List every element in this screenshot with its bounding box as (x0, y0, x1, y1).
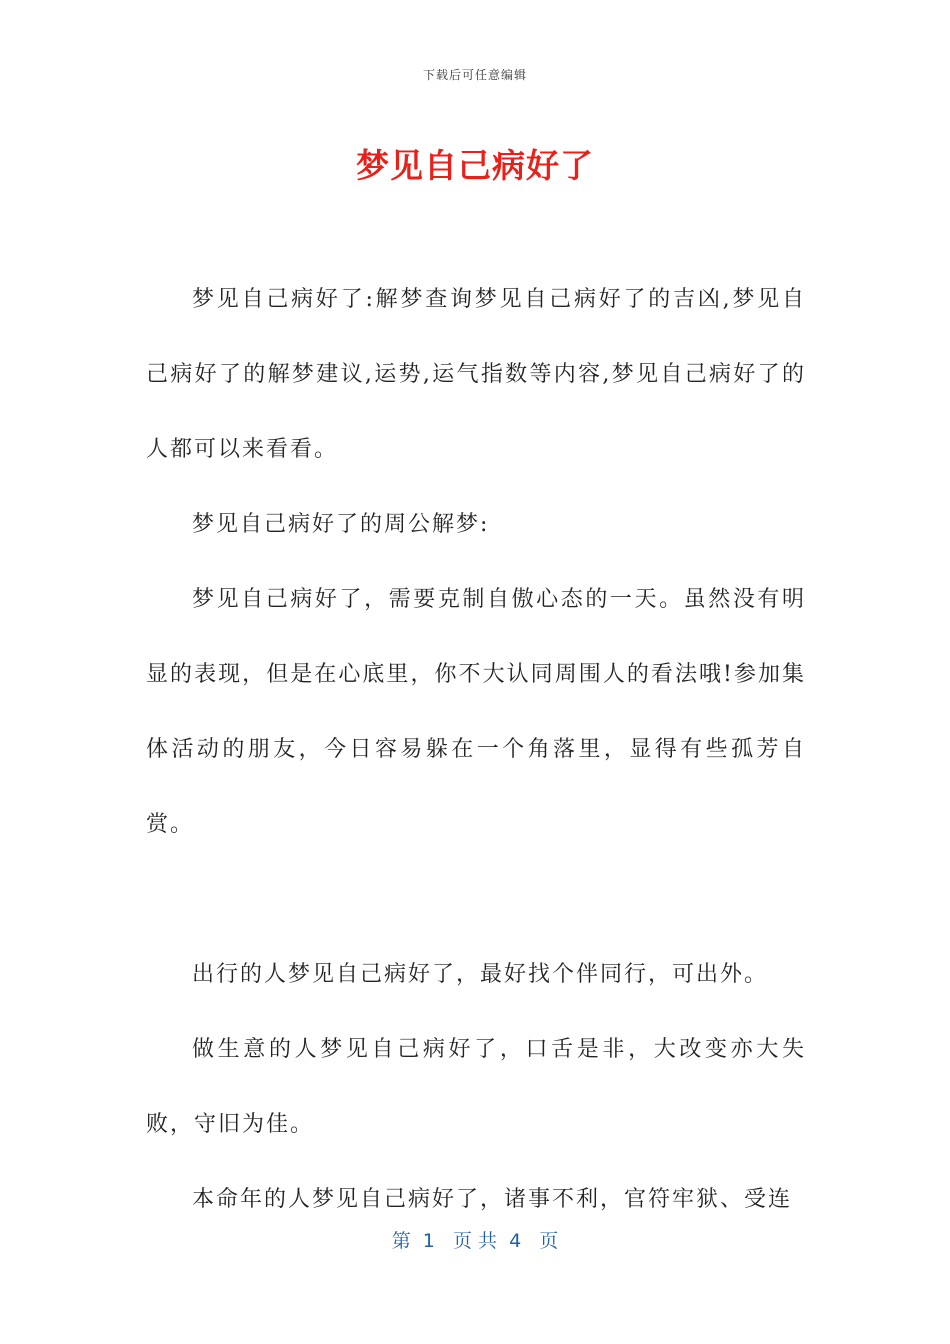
paragraph-travel: 出行的人梦见自己病好了，最好找个伴同行，可出外。 (192, 962, 769, 987)
header-note: 下载后可任意编辑 (422, 68, 527, 82)
paragraph-intro: 梦见自己病好了:解梦查询梦见自己病好了的吉凶,梦见自己病好了的解梦建议,运势,运气指数等内容,梦见自己病好了的人都可以来看看。 (146, 287, 806, 462)
paragraph-birth-year: 本命年的人梦见自己病好了，诸事不利，官符牢狱、受连 (192, 1187, 793, 1212)
paragraph-interpretation: 梦见自己病好了，需要克制自傲心态的一天。虽然没有明显的表现，但是在心底里，你不大认同周围人的看法哦!参加集体活动的朋友，今日容易躲在一个角落里，显得有些孤芳自赏。 (146, 587, 806, 837)
document-title: 梦见自己病好了 (356, 146, 594, 185)
paragraph-zhougong-heading: 梦见自己病好了的周公解梦: (192, 512, 490, 537)
page-number: 第 1 页 共 4 页 (391, 1230, 559, 1252)
paragraph-business: 做生意的人梦见自己病好了，口舌是非，大改变亦大失败，守旧为佳。 (146, 1037, 806, 1137)
document-body (146, 262, 806, 1237)
